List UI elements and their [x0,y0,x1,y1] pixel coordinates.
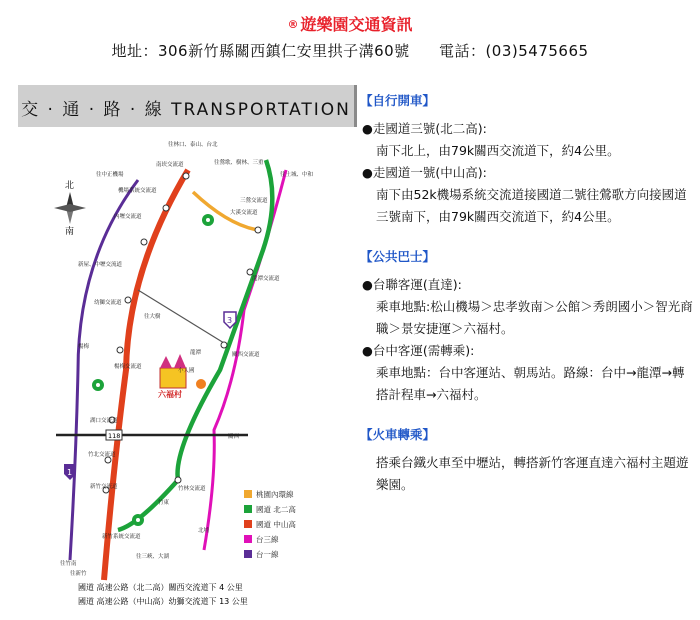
map-legend [244,489,296,559]
park-location-dot [196,379,206,389]
info-panel [360,90,695,496]
bus-item-2-head: ●台中客運(需轉乘): [362,343,475,358]
guanxi-node [221,342,227,348]
bus-item-1-body: 乘車地點:松山機場＞忠孝敦南＞公館＞秀朗國小＞智光商職＞景安捷運＞六福村。 [376,299,693,336]
page-title [0,12,700,35]
label-guanxi-town: 關西 [228,434,240,440]
legend-zs: 國道 中山高 [256,520,296,529]
legend-swatch-n2 [244,505,252,513]
nankan-node [183,173,189,179]
compass-south-label: 南 [65,227,75,237]
bus-section-title: 【公共巴士】 [360,249,436,264]
drive-item-2-head: ●走國道一號(中山高): [362,165,487,180]
label-neili: 內壢交流道 [114,214,142,220]
label-machang: 機場系統交流道 [118,188,157,194]
legend-swatch-t3 [244,535,252,543]
legend-n2: 國道 北二高 [256,505,296,514]
drive-item-1-head: ●走國道三號(北二高): [362,121,487,136]
label-sanying: 三鶯交流道 [240,198,268,204]
address-text: 地址：306新竹縣關西鎮仁安里拱子溝60號 [111,42,410,60]
drive-item-2-body: 南下由52k機場系統交流道接國道二號往鶯歌方向接國道三號南下，由79k關西交流道下，約4公里。 [376,187,687,224]
label-tucheng: 往土城、中和 [280,172,314,178]
route-map-svg [18,130,354,610]
zhudong-node [175,477,181,483]
legend-taoyuan: 桃園內環線 [256,490,294,499]
park-label: 六福村 [158,390,182,399]
daxi-node [255,227,261,233]
label-guanxi: 關西交流道 [232,352,260,358]
train-body: 搭乘台鐵火車至中壢站，轉搭新竹客運直達六福村主題遊樂園。 [376,455,689,492]
label-nankan: 南崁交流道 [156,162,184,168]
compass-icon [54,179,86,237]
label-youshi: 幼獅交流道 [94,300,122,306]
label-hsinchu: 新竹交流道 [90,484,118,490]
drive-item-1-body: 南下北上，由79k關西交流道下，約4公里。 [376,143,620,158]
label-longtan: 龍潭交流道 [252,276,280,282]
compass-north-label: 北 [65,181,75,191]
road-1-label: 1 [67,468,73,477]
youshi-node [125,297,131,303]
label-hukou: 湖口交流道 [90,418,118,424]
label-yingge: 往鶯歌、樹林、三重 [214,160,264,166]
label-yangmei-ramp: 楊梅交流道 [114,364,142,370]
longtan-node [247,269,253,275]
label-beipu: 北埔 [198,528,210,534]
label-xiaorenguo: 小人國 [178,368,195,374]
label-to-hsinchu: 往新竹 [70,571,87,577]
label-taichung-ramp: 往中正機場 [96,172,124,178]
label-dashu: 往大樹 [144,314,161,320]
label-zhubei: 竹北交流道 [88,452,116,458]
machang-node [163,205,169,211]
train-section-title: 【火車轉乘】 [360,427,436,442]
label-xinwu: 新屋、中壢交流道 [78,262,123,268]
label-hsinchu-sys: 新竹系統交流道 [102,534,141,540]
phone-text: 電話：(03)5475665 [438,42,589,60]
banner-title: 交 · 通 · 路 · 線 TRANSPORTATION [21,100,351,120]
legend-swatch-taoyuan [244,490,252,498]
page-title-text: 遊樂園交通資訊 [300,15,413,34]
label-to-zhunan: 往竹南 [60,561,77,567]
footnote-north2: 國道 高速公路（北二高）關西交流道下 4 公里 [78,583,243,592]
label-yangmei: 楊梅 [78,344,90,350]
contact-line [0,40,700,61]
label-to-taipei-area: 往三峽、大湖 [136,554,170,560]
legend-t3: 台三線 [256,535,279,544]
footnote-zhongshan: 國道 高速公路（中山高）幼獅交流道下 13 公里 [78,597,248,606]
legend-swatch-zs [244,520,252,528]
drive-section-title: 【自行開車】 [360,93,436,108]
transport-banner [18,85,357,127]
bus-item-1-head: ●台聯客運(直達): [362,277,462,292]
legend-swatch-t1 [244,550,252,558]
label-linkou: 往林口、泰山、台北 [168,142,218,148]
road-3-label: 3 [227,316,233,325]
bus-item-2-body: 乘車地點：台中客運站、朝馬站。路線：台中→龍潭→轉搭計程車→六福村。 [376,365,685,402]
label-zhudong: 竹林交流道 [178,486,206,492]
registered-mark: ® [287,18,299,31]
yangmei-node [117,347,123,353]
label-daxi: 大溪交流道 [230,210,258,216]
neili-node [141,239,147,245]
route-map [18,130,354,610]
label-longtan-town: 龍潭 [190,350,202,356]
label-zhudong-town: 竹東 [158,500,170,506]
legend-t1: 台一線 [256,550,279,559]
road-118-label: 118 [108,432,121,440]
